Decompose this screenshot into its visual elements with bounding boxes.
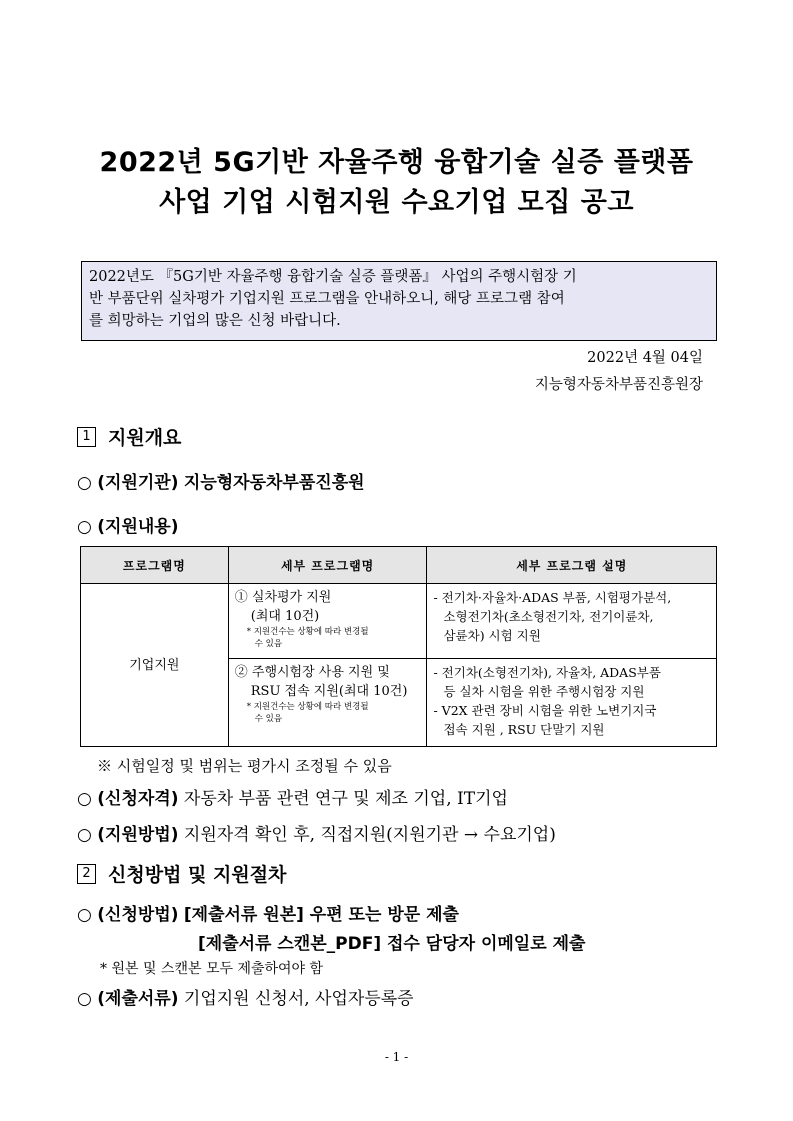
document-title-line1: 2022년 5G기반 자율주행 융합기술 실증 플랫폼 [99,147,694,178]
description-line: 접속 지원 , RSU 단말기 지원 [443,722,605,737]
apply-method-bullet [77,900,459,925]
description-line: 등 실차 시험을 위한 주행시험장 지원 [443,684,645,699]
support-method-label: (지원방법) [97,825,179,845]
support-method-bullet [77,820,556,845]
documents-bullet [77,984,414,1009]
notice-date: 2022년 4월 04일 [587,350,703,366]
sub-program-name: ② 주행시험장 사용 지원 및 [234,665,390,680]
eligibility-label: (신청자격) [97,789,179,809]
table-header-row [81,547,717,584]
program-table [80,546,717,747]
table-description-cell [427,584,717,659]
support-org-value: 지능형자동차부품진흥원 [183,473,365,493]
issuer-name: 지능형자동차부품진흥원장 [534,377,703,393]
table-header-description: 세부 프로그램 설명 [427,547,717,584]
sub-program-note-cont: 수 있음 [254,714,283,724]
sub-program-limit: RSU 접속 지원(최대 10건) [250,684,408,699]
notice-box [81,261,717,341]
documents-value: 기업지원 신청서, 사업자등록증 [183,989,414,1009]
support-org-label: (지원기관) [97,473,179,493]
section-2-number: 2 [77,864,96,884]
section-1-heading [77,423,181,450]
support-org-bullet [77,468,365,493]
description-line: 삼륜차) 시험 지원 [443,628,541,643]
apply-method-line2: [제출서류 스캔본_PDF] 접수 담당자 이메일로 제출 [198,934,586,954]
support-content-bullet [77,512,178,537]
support-method-value: 지원자격 확인 후, 직접지원(지원기관 → 수요기업) [183,825,556,845]
notice-line2: 반 부품단위 실차평가 기업지원 프로그램을 안내하오니, 해당 프로그램 참여 [89,291,565,307]
table-row [81,584,717,659]
notice-line1: 2022년도 『5G기반 자율주행 융합기술 실증 플랫폼』 사업의 주행시험장 기 [89,269,577,285]
page-number: - 1 - [384,1050,409,1064]
section-2-title: 신청방법 및 지원절차 [108,864,287,886]
bullet-mark: ○ [77,989,92,1009]
sub-program-note: * 지원건수는 상황에 따라 변경될 [246,702,369,712]
sub-program-limit: (최대 10건) [250,609,320,624]
table-sub-program-cell [228,584,427,659]
apply-method-note: * 원본 및 스캔본 모두 제출하여야 함 [100,961,324,977]
table-header-sub-program: 세부 프로그램명 [228,547,427,584]
section-1-title: 지원개요 [108,427,182,449]
sub-program-name: ① 실차평가 지원 [234,590,332,605]
bullet-mark: ○ [77,473,92,493]
section-2-heading [77,860,286,887]
apply-method-label: (신청방법) [97,905,179,925]
table-header-program: 프로그램명 [81,547,229,584]
apply-method-line1: [제출서류 원본] 우편 또는 방문 제출 [183,905,459,925]
table-category-cell: 기업지원 [81,584,229,747]
section-1-number: 1 [77,427,96,447]
description-line: 소형전기차(초소형전기차, 전기이륜차, [443,609,654,624]
sub-program-note-cont: 수 있음 [254,639,283,649]
notice-line3: 를 희망하는 기업의 많은 신청 바랍니다. [89,313,341,329]
description-line: - V2X 관련 장비 시험을 위한 노변기지국 [433,703,657,718]
support-content-label: (지원내용) [97,517,179,537]
description-line: - 전기차·자율차·ADAS 부품, 시험평가분석, [433,590,672,605]
documents-label: (제출서류) [97,989,179,1009]
document-title-line2: 사업 기업 시험지원 수요기업 모집 공고 [159,187,634,218]
bullet-mark: ○ [77,517,92,537]
eligibility-value: 자동차 부품 관련 연구 및 제조 기업, IT기업 [183,789,508,809]
eligibility-bullet [77,784,508,809]
bullet-mark: ○ [77,825,92,845]
table-sub-program-cell [228,659,427,747]
description-line: - 전기차(소형전기차), 자율차, ADAS부품 [433,665,661,680]
bullet-mark: ○ [77,789,92,809]
table-note: ※ 시험일정 및 범위는 평가시 조정될 수 있음 [97,757,392,775]
table-description-cell [427,659,717,747]
bullet-mark: ○ [77,905,92,925]
sub-program-note: * 지원건수는 상황에 따라 변경될 [246,627,369,637]
